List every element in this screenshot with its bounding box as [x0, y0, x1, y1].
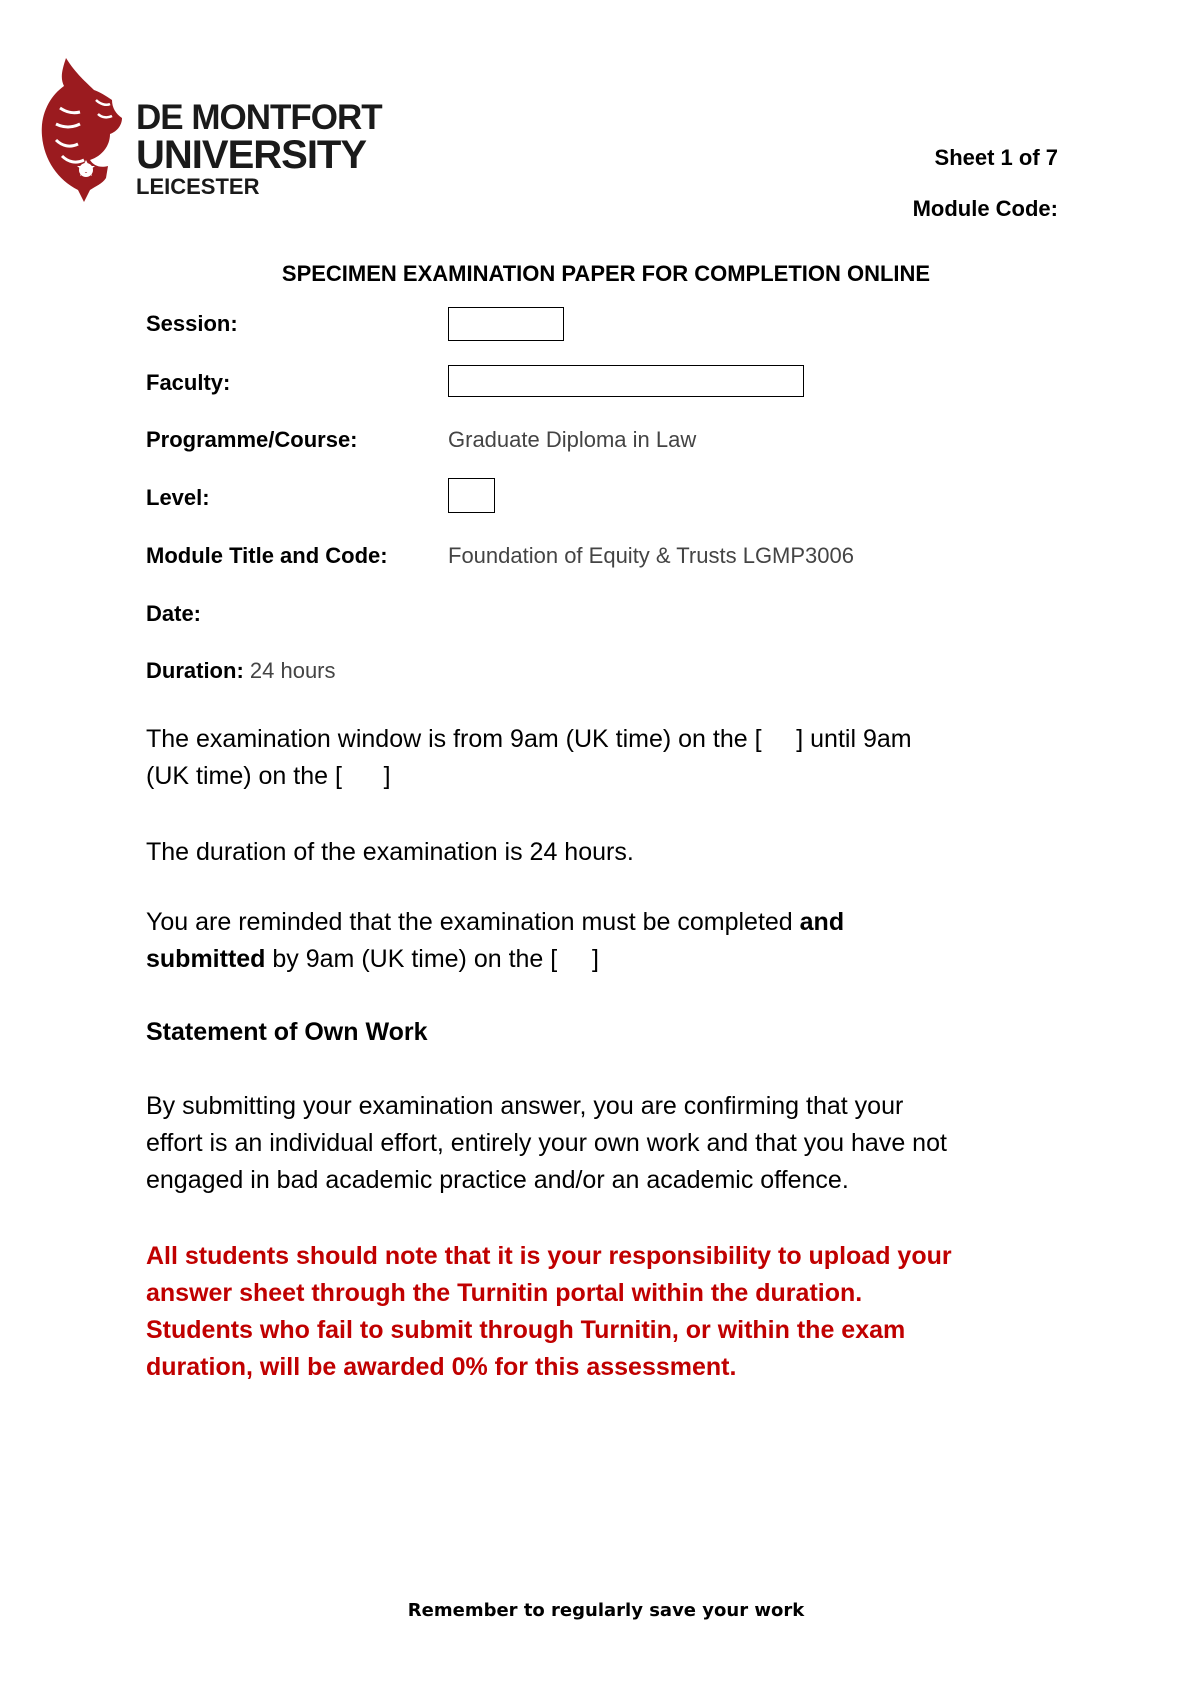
sheet-number: Sheet 1 of 7 [934, 145, 1058, 170]
faculty-field[interactable] [448, 365, 804, 397]
exam-window-paragraph [146, 721, 1076, 795]
duration-row [146, 658, 336, 684]
programme-value: Graduate Diploma in Law [448, 427, 697, 452]
session-field[interactable] [448, 307, 564, 341]
programme-label: Programme/Course: [146, 427, 358, 452]
date-label: Date: [146, 601, 202, 626]
wordmark-line-2: UNIVERSITY [136, 133, 367, 177]
exam-window-line-1: The examination window is from 9am (UK time) on the [ ] until 9am [146, 725, 912, 753]
faculty-label: Faculty: [146, 370, 231, 395]
module-title-value: Foundation of Equity & Trusts LGMP3006 [448, 543, 855, 568]
warning-paragraph [146, 1238, 1076, 1386]
duration-label: Duration: [146, 658, 244, 683]
university-logo [36, 56, 396, 206]
reminder-text-d: by 9am (UK time) on the [ ] [265, 945, 599, 973]
warning-line-4: duration, will be awarded 0% for this assessment. [146, 1353, 737, 1381]
exam-title: SPECIMEN EXAMINATION PAPER FOR COMPLETION ONLINE [281, 261, 931, 286]
warning-line-3: Students who fail to submit through Turnitin, or within the exam [146, 1316, 906, 1344]
footer-note: Remember to regularly save your work [407, 1600, 805, 1621]
statement-line-2: effort is an individual effort, entirely your own work and that you have not [146, 1129, 947, 1157]
statement-line-1: By submitting your examination answer, you are confirming that your [146, 1092, 904, 1120]
reminder-paragraph [146, 904, 1076, 978]
module-title-label: Module Title and Code: [146, 543, 388, 568]
exam-window-line-2: (UK time) on the [ ] [146, 762, 391, 790]
wordmark-line-1: DE MONTFORT [136, 98, 382, 137]
duration-value: 24 hours [249, 658, 336, 683]
session-label: Session: [146, 311, 238, 336]
warning-line-1: All students should note that it is your responsibility to upload your [146, 1242, 952, 1270]
lion-crest-icon [36, 56, 146, 206]
warning-line-2: answer sheet through the Turnitin portal within the duration. [146, 1279, 863, 1307]
wordmark-line-3: LEICESTER [136, 174, 260, 199]
statement-line-3: engaged in bad academic practice and/or an academic offence. [146, 1166, 849, 1194]
duration-paragraph: The duration of the examination is 24 hours. [146, 838, 634, 866]
level-label: Level: [146, 485, 210, 510]
university-wordmark [136, 100, 382, 198]
reminder-and: and [799, 908, 845, 936]
reminder-text-a: You are reminded that the examination must be completed [146, 908, 800, 936]
statement-paragraph [146, 1088, 1076, 1199]
reminder-submitted: submitted [146, 945, 266, 973]
level-field[interactable] [448, 478, 495, 513]
statement-heading: Statement of Own Work [146, 1018, 428, 1046]
module-code-label: Module Code: [912, 196, 1058, 221]
